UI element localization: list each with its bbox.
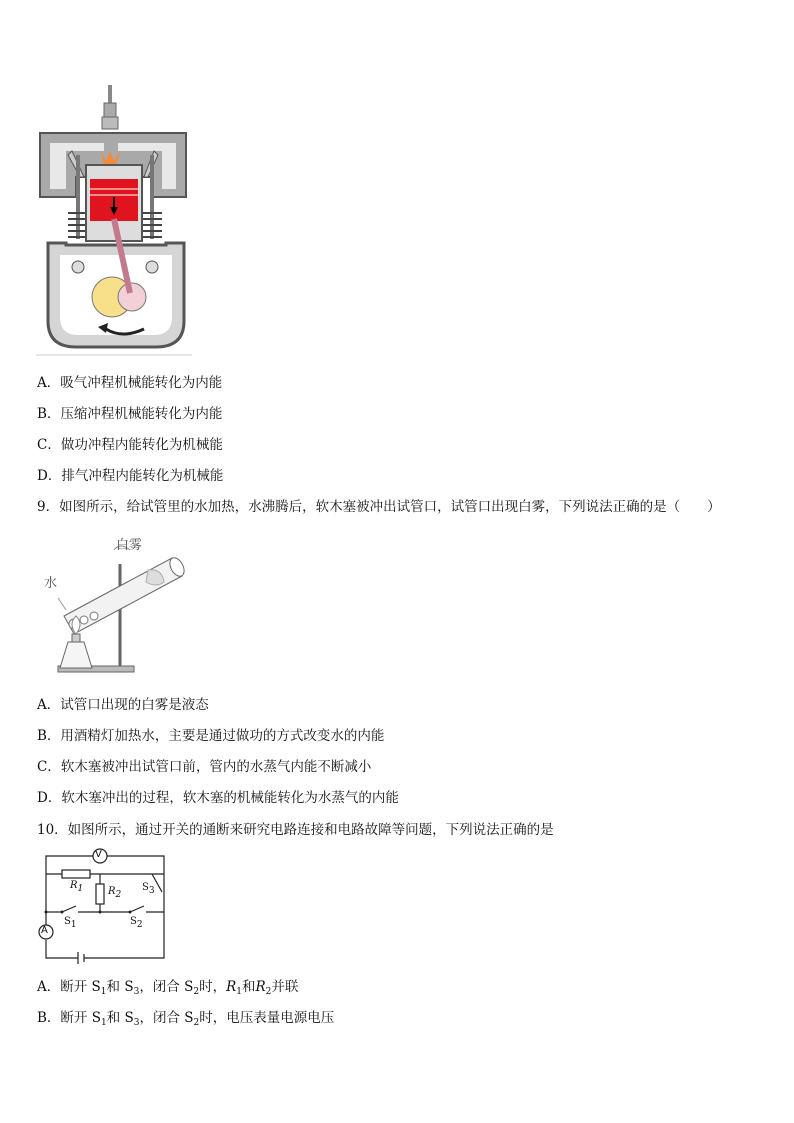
s1-label: $S_1$: [64, 916, 77, 930]
voltmeter-label: V: [95, 849, 102, 860]
circuit-diagram: [34, 844, 174, 964]
q8-option-c: C．做功冲程内能转化为机械能: [37, 437, 223, 453]
s3-label: $S_3$: [142, 882, 155, 896]
r2-label: $R_2$: [108, 886, 122, 900]
mist-label: 白雾: [116, 538, 143, 553]
ammeter-label: A: [41, 925, 48, 936]
r1-label: $R_1$: [70, 880, 84, 894]
q8-option-b: B．压缩冲程机械能转化为内能: [37, 406, 223, 422]
q9-option-c: C．软木塞被冲出试管口前，管内的水蒸气内能不断减小: [37, 759, 372, 775]
q9-option-d: D．软木塞冲出的过程，软木塞的机械能转化为水蒸气的内能: [37, 790, 399, 806]
q10-option-a: A．断开 $S_1$和 $S_3$，闭合 $S_2$时，$R_1$和$R_2$并联: [37, 979, 299, 997]
q9-option-a: A．试管口出现的白雾是液态: [37, 697, 209, 713]
q8-option-a: A．吸气冲程机械能转化为内能: [37, 375, 223, 391]
spark-plug: [108, 85, 112, 103]
q9-stem: 9．如图所示，给试管里的水加热，水沸腾后，软木塞被冲出试管口，试管口出现白雾，下列说法正确的是（ ）: [37, 499, 721, 515]
q8-option-d: D．排气冲程内能转化为机械能: [37, 468, 224, 484]
water-label: 水: [44, 576, 58, 591]
test-tube-diagram: [38, 530, 198, 680]
s2-label: $S_2$: [130, 916, 143, 930]
engine-diagram: [36, 85, 196, 357]
q10-stem: 10．如图所示，通过开关的通断来研究电路连接和电路故障等问题，下列说法正确的是: [37, 822, 554, 838]
q9-option-b: B．用酒精灯加热水，主要是通过做功的方式改变水的内能: [37, 728, 385, 744]
q10-option-b: B．断开 $S_1$和 $S_3$，闭合 $S_2$时，电压表量电源电压: [37, 1010, 335, 1028]
